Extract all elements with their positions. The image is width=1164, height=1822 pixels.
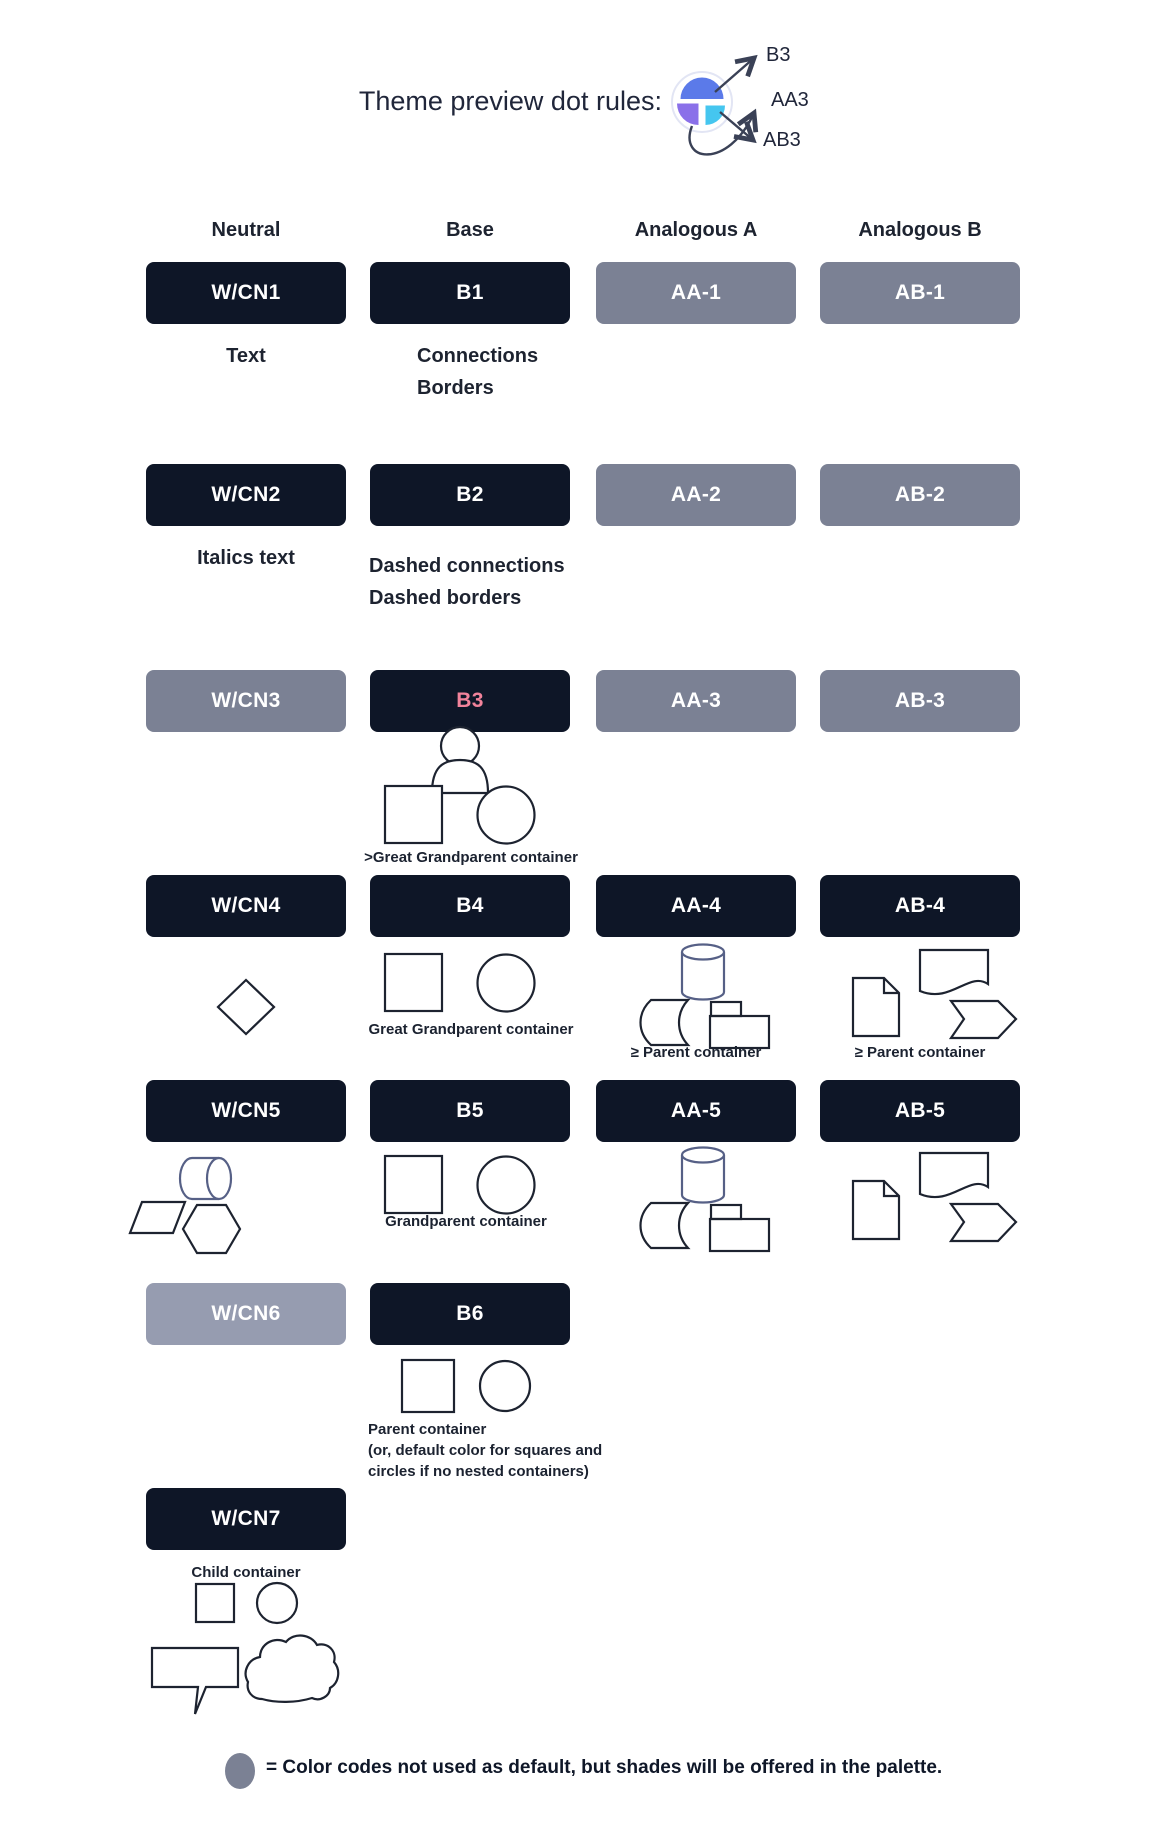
dot-bottom-left-purple xyxy=(677,104,699,126)
aa4-shape-group xyxy=(641,945,770,1049)
swatch-b1 xyxy=(370,262,570,324)
annotation-text: Text xyxy=(226,345,266,367)
swatch-label: AB-2 xyxy=(894,483,946,506)
torn-card-icon xyxy=(920,950,988,994)
column-title-base: Base xyxy=(446,219,494,241)
arrow-to-ab3 xyxy=(720,112,753,140)
swatch-ab5 xyxy=(820,1080,1020,1142)
annotation-borders: Borders xyxy=(417,377,494,399)
swatch-label: B6 xyxy=(456,1302,484,1325)
swatch-b5 xyxy=(370,1080,570,1142)
arrow-to-aa3 xyxy=(690,113,754,154)
column-title-analogous-a: Analogous A xyxy=(634,219,758,241)
annotation-dashed-borders: Dashed borders xyxy=(369,587,522,609)
swatch-ab4 xyxy=(820,875,1020,937)
caption-grandparent: Grandparent container xyxy=(385,1213,547,1230)
swatch-label: W/CN1 xyxy=(211,281,281,304)
aa5-shape-group xyxy=(641,1148,770,1252)
annotation-italics-text: Italics text xyxy=(197,547,295,569)
swatch-label: W/CN2 xyxy=(211,483,281,506)
dot-rule-arrows xyxy=(690,58,754,154)
footer-legend: = Color codes not used as default, but shades will be offered in the palette. xyxy=(266,1757,943,1778)
parallelogram-icon xyxy=(130,1202,185,1233)
swatch-wcn7 xyxy=(146,1488,346,1550)
folder-icon xyxy=(710,1002,769,1048)
square-icon xyxy=(196,1584,234,1622)
ab4-shape-group xyxy=(853,950,1016,1038)
diamond-icon xyxy=(218,980,274,1034)
b5-shape-group xyxy=(385,1156,535,1214)
dot-label-b3: B3 xyxy=(766,44,791,66)
stored-data-icon xyxy=(641,1000,689,1045)
cloud-icon xyxy=(246,1636,339,1702)
circle-icon xyxy=(478,787,535,844)
caption-ab-parent: ≥ Parent container xyxy=(854,1044,986,1061)
swatch-label: AB-4 xyxy=(894,894,946,917)
dot-top-half-blue xyxy=(681,78,724,99)
swatch-label: AB-1 xyxy=(894,281,946,304)
swatch-ab1 xyxy=(820,262,1020,324)
swatch-ab2 xyxy=(820,464,1020,526)
caption-parent-block xyxy=(368,1419,602,1482)
swatch-aa1 xyxy=(596,262,796,324)
swatch-label: AA-3 xyxy=(670,689,722,712)
swatch-label: W/CN7 xyxy=(211,1507,281,1530)
legend-gray-dot-icon xyxy=(225,1753,255,1789)
chevron-icon xyxy=(951,1204,1016,1241)
cylinder-icon xyxy=(682,1148,724,1203)
swatch-label: B2 xyxy=(456,483,484,506)
caption-parent-line1: Parent container xyxy=(368,1421,487,1438)
swatch-b2 xyxy=(370,464,570,526)
annotation-dashed-connections: Dashed connections xyxy=(369,555,565,577)
circle-icon xyxy=(480,1361,530,1411)
horizontal-cylinder-icon xyxy=(180,1158,231,1199)
wcn5-shape-group xyxy=(130,1158,240,1253)
arrow-to-b3 xyxy=(715,58,754,92)
wcn7-shape-group xyxy=(152,1583,338,1714)
swatch-aa4 xyxy=(596,875,796,937)
swatch-wcn3 xyxy=(146,670,346,732)
swatch-label: AA-4 xyxy=(670,894,722,917)
swatch-label: W/CN6 xyxy=(211,1302,281,1325)
swatch-wcn1 xyxy=(146,262,346,324)
swatch-b3 xyxy=(370,670,570,732)
swatch-b4 xyxy=(370,875,570,937)
swatch-label: AA-5 xyxy=(670,1099,722,1122)
square-icon xyxy=(385,1156,442,1213)
column-title-analogous-b: Analogous B xyxy=(858,219,982,241)
dot-label-ab3: AB3 xyxy=(763,129,801,151)
swatch-label: B3 xyxy=(456,689,484,712)
swatch-wcn6 xyxy=(146,1283,346,1345)
dot-ring xyxy=(672,72,732,132)
swatch-label: B5 xyxy=(456,1099,484,1122)
caption-parent-line2: (or, default color for squares and xyxy=(368,1442,603,1459)
swatch-label: B1 xyxy=(456,281,484,304)
swatch-label: AA-1 xyxy=(670,281,722,304)
document-icon xyxy=(853,1181,899,1239)
ab5-shape-group xyxy=(853,1153,1016,1241)
swatch-label: AA-2 xyxy=(670,483,722,506)
page-title: Theme preview dot rules: xyxy=(358,86,662,116)
swatch-aa2 xyxy=(596,464,796,526)
swatch-wcn5 xyxy=(146,1080,346,1142)
square-icon xyxy=(385,786,442,843)
stored-data-icon xyxy=(641,1203,689,1248)
swatch-label: AB-5 xyxy=(894,1099,946,1122)
caption-child-container: Child container xyxy=(191,1564,301,1581)
caption-parent-line3: circles if no nested containers) xyxy=(368,1463,589,1480)
swatch-wcn2 xyxy=(146,464,346,526)
swatch-label: W/CN3 xyxy=(211,689,281,712)
hexagon-icon xyxy=(183,1205,240,1253)
person-shoulders-icon xyxy=(432,760,488,793)
torn-card-icon xyxy=(920,1153,988,1197)
swatch-label: W/CN5 xyxy=(211,1099,281,1122)
person-head-icon xyxy=(441,727,479,765)
cylinder-icon xyxy=(682,945,724,1000)
swatch-aa3 xyxy=(596,670,796,732)
square-icon xyxy=(385,954,442,1011)
b4-shape-group xyxy=(385,954,535,1012)
caption-great-grandparent-gt: >Great Grandparent container xyxy=(364,849,578,866)
theme-preview-dot-icon xyxy=(672,72,732,132)
speech-bubble-icon xyxy=(152,1648,238,1714)
chevron-icon xyxy=(951,1001,1016,1038)
b6-shape-group xyxy=(402,1360,530,1412)
dot-label-aa3: AA3 xyxy=(771,89,809,111)
circle-icon xyxy=(478,1157,535,1214)
annotation-connections: Connections xyxy=(417,345,539,367)
swatch-label: W/CN4 xyxy=(211,894,281,917)
circle-icon xyxy=(478,955,535,1012)
folder-icon xyxy=(710,1205,769,1251)
swatch-b6 xyxy=(370,1283,570,1345)
swatch-label: AB-3 xyxy=(894,689,946,712)
caption-great-grandparent: Great Grandparent container xyxy=(368,1021,574,1038)
swatch-wcn4 xyxy=(146,875,346,937)
circle-icon xyxy=(257,1583,297,1623)
square-icon xyxy=(402,1360,454,1412)
document-icon xyxy=(853,978,899,1036)
caption-aa-parent: ≥ Parent container xyxy=(630,1044,762,1061)
swatch-label: B4 xyxy=(456,894,484,917)
column-title-neutral: Neutral xyxy=(211,219,281,241)
swatch-aa5 xyxy=(596,1080,796,1142)
dot-bottom-right-cyan xyxy=(706,106,726,126)
swatch-ab3 xyxy=(820,670,1020,732)
b3-shape-group xyxy=(385,727,535,844)
